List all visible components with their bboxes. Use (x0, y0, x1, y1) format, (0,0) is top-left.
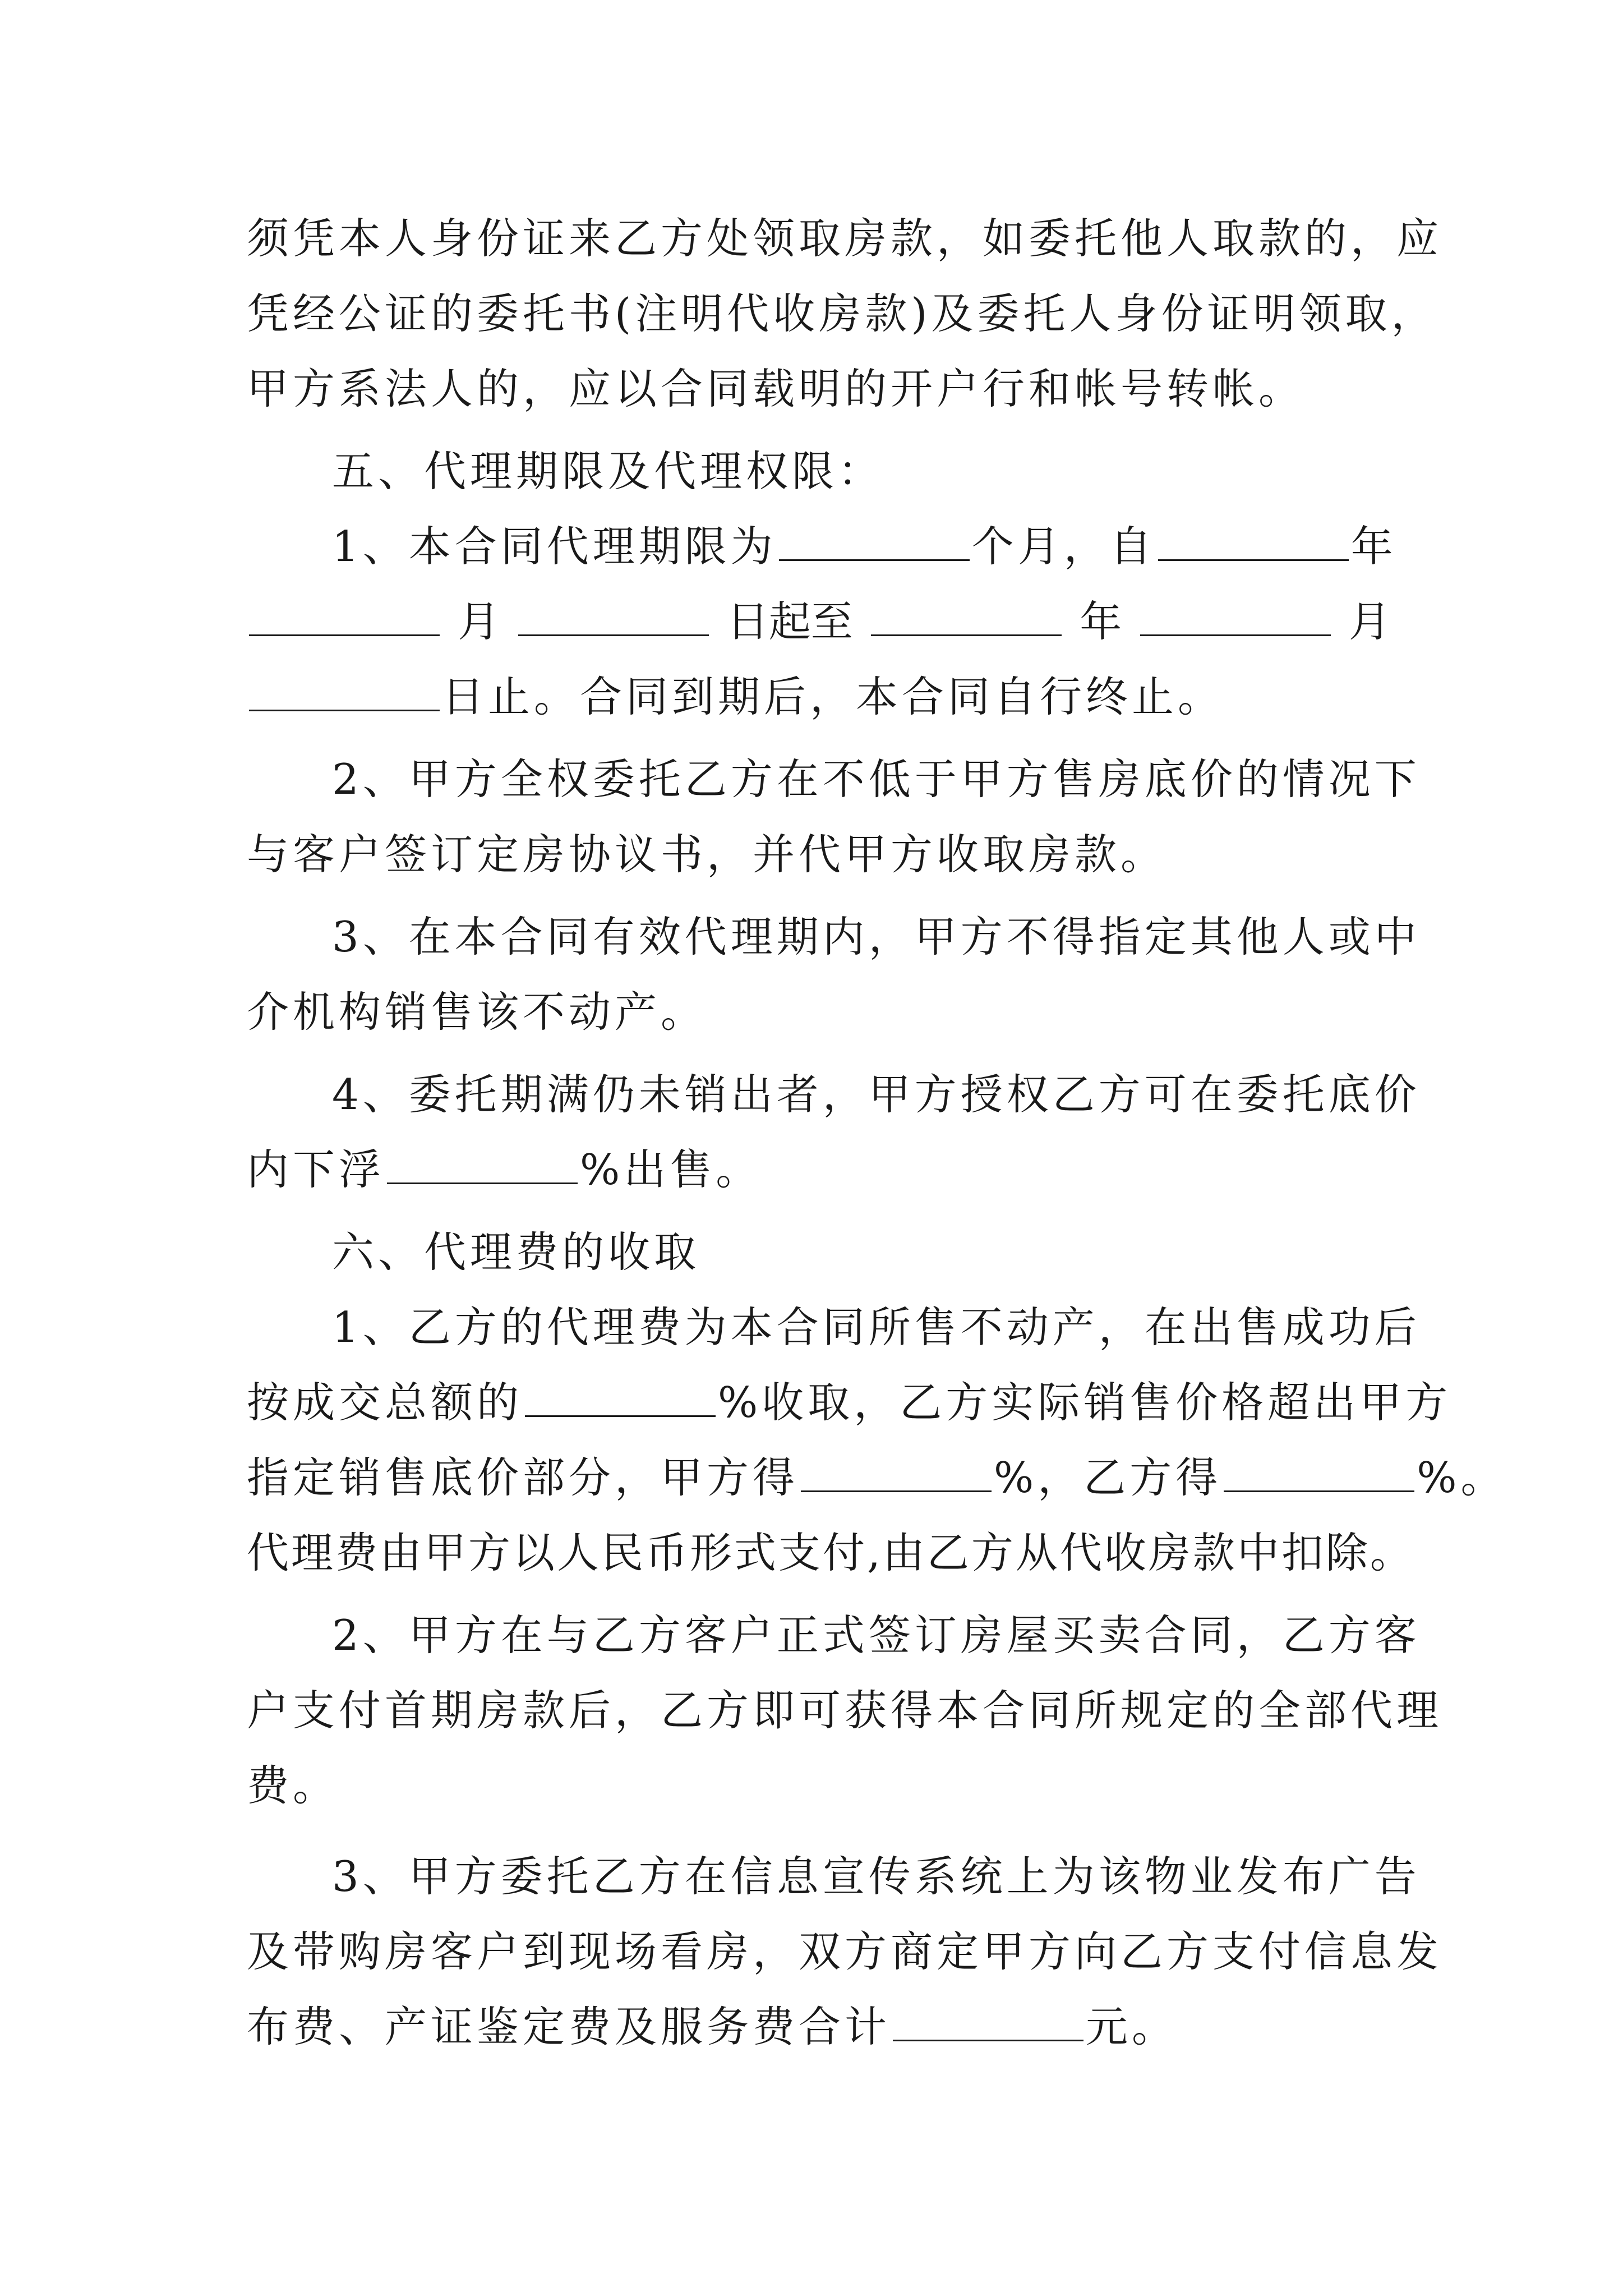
clause-line: 1、乙方的代理费为本合同所售不动产，在出售成功后 (332, 1303, 1421, 1352)
paragraph-line: 甲方系法人的，应以合同载明的开户行和帐号转帐。 (247, 364, 1305, 413)
clause-line: 2、甲方在与乙方客户正式签订房屋买卖合同，乙方客 (332, 1611, 1421, 1660)
clause-text: 按成交总额的 (247, 1378, 523, 1427)
document-page (247, 210, 1507, 2055)
clause-text: 月 (458, 597, 500, 646)
fill-blank (871, 595, 1062, 636)
clause-line: 3、在本合同有效代理期内，甲方不得指定其他人或中 (332, 912, 1421, 961)
fill-blank (518, 595, 709, 636)
clause-line (247, 593, 1391, 650)
clause-text: 指定销售底价部分，甲方得 (247, 1453, 799, 1502)
clause-text: %，乙方得 (994, 1453, 1222, 1502)
section-heading: 六、代理费的收取 (332, 1227, 700, 1277)
clause-text: 个月，自 (971, 522, 1156, 571)
paragraph-line: 须凭本人身份证来乙方处领取房款，如委托他人取款的，应 (247, 214, 1443, 263)
clause-text: 元。 (1086, 2002, 1178, 2051)
fill-blank (249, 670, 440, 711)
clause-text: 日止。合同到期后，本合同自行终止。 (442, 672, 1224, 721)
clause-text: 月 (1348, 597, 1391, 646)
clause-line: 3、甲方委托乙方在信息宣传系统上为该物业发布广告 (332, 1852, 1421, 1901)
fill-blank (779, 520, 970, 561)
fill-blank (249, 595, 440, 636)
paragraph-line: 及带购房客户到现场看房，双方商定甲方向乙方支付信息发 (247, 1927, 1443, 1976)
paragraph-line: 户支付首期房款后，乙方即可获得本合同所规定的全部代理 (247, 1686, 1443, 1735)
clause-text: 布费、产证鉴定费及服务费合计 (247, 2002, 891, 2051)
clause-line: 2、甲方全权委托乙方在不低于甲方售房底价的情况下 (332, 754, 1421, 804)
clause-text: %。 (1417, 1453, 1507, 1502)
clause-line (247, 1374, 1452, 1430)
fill-blank (1224, 1451, 1414, 1492)
clause-text: 年 (1080, 597, 1122, 646)
paragraph-line: 凭经公证的委托书(注明代收房款)及委托人身份证明领取， (247, 289, 1437, 338)
clause-text: %出售。 (580, 1145, 762, 1194)
clause-line (247, 518, 1424, 574)
clause-line (247, 1450, 1507, 1506)
clause-text: 日起至 (726, 597, 853, 646)
fill-blank (387, 1143, 578, 1184)
clause-line (247, 1999, 1424, 2055)
clause-line (247, 669, 1424, 725)
paragraph-line: 费。 (247, 1761, 339, 1810)
section-heading: 五、代理期限及代理权限： (332, 447, 884, 496)
clause-line (247, 1142, 1424, 1198)
fill-blank (893, 2000, 1083, 2041)
fill-blank (1158, 520, 1349, 561)
clause-text: %收取，乙方实际销售价格超出甲方 (718, 1378, 1452, 1427)
clause-text: 年 (1350, 522, 1397, 571)
clause-text: 1、本合同代理期限为 (332, 522, 777, 571)
paragraph-line: 代理费由甲方以人民币形式支付,由乙方从代收房款中扣除。 (247, 1528, 1414, 1577)
clause-line: 4、委托期满仍未销出者，甲方授权乙方可在委托底价 (332, 1070, 1421, 1119)
fill-blank (525, 1376, 716, 1417)
fill-blank (1140, 595, 1331, 636)
paragraph-line: 与客户签订定房协议书，并代甲方收取房款。 (247, 830, 1167, 879)
fill-blank (801, 1451, 992, 1492)
paragraph-line: 介机构销售该不动产。 (247, 987, 707, 1037)
clause-text: 内下浮 (247, 1145, 385, 1194)
